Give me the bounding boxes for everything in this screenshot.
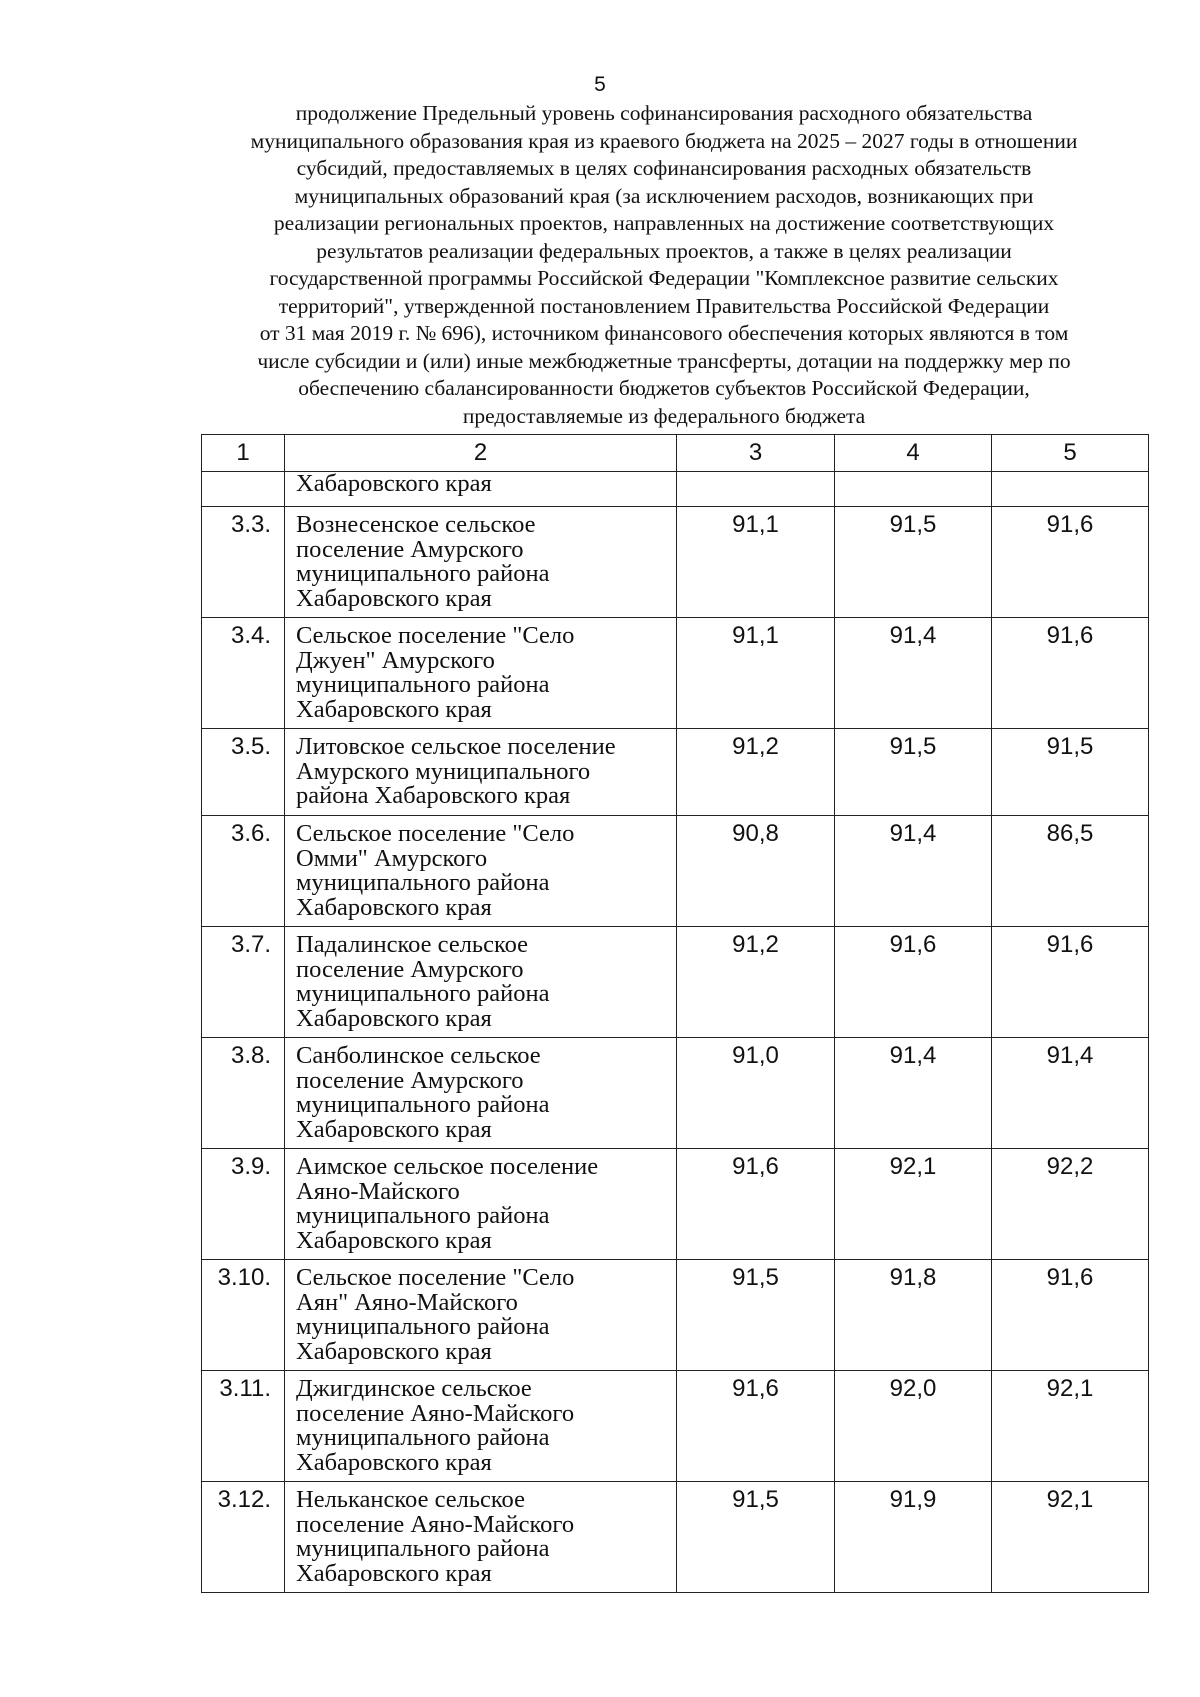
value-cell-col3: 91,1 [677,618,835,729]
row-number-cell [202,472,285,507]
value-cell-col3: 91,6 [677,1371,835,1482]
value-cell-col4: 91,5 [835,729,992,816]
heading-line: обеспечению сбалансированности бюджетов субъектов Российской Федерации, [298,376,1030,400]
name-line: поселение Амурского [296,535,524,563]
name-line: Хабаровского края [296,893,492,921]
name-line: района Хабаровского края [296,782,571,809]
table-row-continuation [202,472,1149,507]
value-cell-col5: 92,1 [992,1371,1149,1482]
table-header-row [202,435,1149,472]
name-line: Аян" Аяно-Майского [296,1288,518,1316]
value-cell-col3: 91,6 [677,1149,835,1260]
name-line: Хабаровского края [296,1337,492,1365]
value-cell-col5: 91,6 [992,1260,1149,1371]
row-number-cell: 3.4. [202,618,285,729]
municipality-name-cell [285,927,677,1038]
table-row [202,927,1149,1038]
name-line: Аимское сельское поселение [296,1153,599,1180]
value-cell-col3: 91,1 [677,507,835,618]
name-line: муниципального района [296,1535,550,1562]
column-header: 1 [202,435,285,472]
name-line: Сельское поселение "Село [296,1264,575,1291]
name-line: Омми" Амурского [296,844,488,872]
value-cell-col3: 91,0 [677,1038,835,1149]
row-number-cell: 3.9. [202,1149,285,1260]
name-line: Джуен" Амурского [296,646,495,674]
name-line: муниципального района [296,1424,550,1451]
municipality-name-cell [285,1149,677,1260]
name-line: Хабаровского края [296,1226,492,1254]
heading-line: государственной программы Российской Федерации "Комплексное развитие сельских [269,266,1059,290]
name-line: Вознесенское сельское [296,511,536,538]
row-number-cell: 3.12. [202,1482,285,1593]
table-row [202,1038,1149,1149]
cofinancing-table [201,434,1149,1593]
value-cell-col5: 86,5 [992,816,1149,927]
value-cell-col4: 91,6 [835,927,992,1038]
row-number-cell: 3.5. [202,729,285,816]
name-line: муниципального района [296,980,550,1007]
heading-line: муниципальных образований края (за исключением расходов, возникающих при [294,183,1034,208]
municipality-name-cell [285,1482,677,1593]
row-number-cell: 3.7. [202,927,285,1038]
heading-line: продолжение Предельный уровень софинансирования расходного обязательства [295,101,1033,125]
name-line: Хабаровского края [296,1559,492,1587]
table-row [202,1371,1149,1482]
name-line: поселение Амурского [296,1066,524,1094]
name-line: Аяно-Майского [296,1177,460,1205]
municipality-name-cell [285,1371,677,1482]
heading-line: субсидий, предоставляемых в целях софинансирования расходных обязательств [296,156,1032,180]
name-line: Санболинское сельское [296,1042,541,1069]
value-cell-col5: 91,6 [992,927,1149,1038]
name-line: поселение Амурского [296,955,524,983]
value-cell-col3: 91,2 [677,729,835,816]
name-line: Нельканское сельское [296,1486,525,1513]
table-row [202,618,1149,729]
row-number-cell: 3.10. [202,1260,285,1371]
name-line: муниципального района [296,671,550,698]
column-header: 4 [835,435,992,472]
name-line: Амурского муниципального [296,757,591,785]
table-row [202,1149,1149,1260]
value-cell-col5: 91,6 [992,618,1149,729]
row-number-cell: 3.6. [202,816,285,927]
municipality-name-cell [285,1260,677,1371]
heading-line: числе субсидии и (или) иные межбюджетные трансферты, дотации на поддержку мер по [257,348,1071,373]
value-cell-col5: 91,5 [992,729,1149,816]
value-cell-col5: 91,6 [992,507,1149,618]
value-cell-col4: 92,0 [835,1371,992,1482]
name-line: муниципального района [296,1313,550,1340]
name-line: Литовское сельское поселение [296,733,616,760]
heading-line: территорий", утвержденной постановлением Правительства Российской Федерации [278,293,1050,318]
column-header: 3 [677,435,835,472]
table-row [202,729,1149,816]
name-line: муниципального района [296,1091,550,1118]
value-cell-col5: 91,4 [992,1038,1149,1149]
value-cell [677,472,835,507]
table-row [202,816,1149,927]
value-cell-col3: 91,2 [677,927,835,1038]
document-heading [190,100,1138,430]
municipality-name-cell [285,1038,677,1149]
name-line: Хабаровского края [296,1115,492,1143]
heading-line: муниципального образования края из краевого бюджета на 2025 – 2027 годы в отношении [250,128,1078,153]
value-cell-col4: 91,5 [835,507,992,618]
name-line: Хабаровского края [296,470,492,497]
name-line: поселение Аяно-Майского [296,1510,575,1538]
value-cell-col3: 90,8 [677,816,835,927]
row-number-cell: 3.3. [202,507,285,618]
column-header: 2 [285,435,677,472]
table-body [202,472,1149,1593]
name-line: Хабаровского края [296,584,492,612]
name-line: поселение Аяно-Майского [296,1399,575,1427]
municipality-name-cell [285,816,677,927]
value-cell-col5: 92,2 [992,1149,1149,1260]
value-cell [992,472,1149,507]
value-cell-col4: 91,4 [835,618,992,729]
value-cell-col3: 91,5 [677,1260,835,1371]
municipality-name-cell [285,472,677,507]
name-line: муниципального района [296,560,550,587]
column-header: 5 [992,435,1149,472]
heading-line: результатов реализации федеральных проектов, а также в целях реализации [316,238,1012,263]
name-line: Хабаровского края [296,1448,492,1476]
value-cell-col5: 92,1 [992,1482,1149,1593]
name-line: муниципального района [296,869,550,896]
value-cell-col4: 91,4 [835,1038,992,1149]
value-cell-col4: 91,9 [835,1482,992,1593]
name-line: Хабаровского края [296,1004,492,1032]
value-cell-col3: 91,5 [677,1482,835,1593]
table-row [202,507,1149,618]
table-row [202,1482,1149,1593]
name-line: Сельское поселение "Село [296,820,575,847]
municipality-name-cell [285,618,677,729]
value-cell-col4: 92,1 [835,1149,992,1260]
heading-line: реализации региональных проектов, направленных на достижение соответствующих [273,211,1055,235]
table-row [202,1260,1149,1371]
value-cell-col4: 91,4 [835,816,992,927]
heading-line: предоставляемые из федерального бюджета [462,403,866,428]
name-line: Джигдинское сельское [296,1375,532,1402]
row-number-cell: 3.11. [202,1371,285,1482]
page-number: 5 [594,73,606,96]
heading-line: от 31 мая 2019 г. № 696), источником финансового обеспечения которых являются в том [259,321,1069,345]
value-cell [835,472,992,507]
municipality-name-cell [285,729,677,816]
row-number-cell: 3.8. [202,1038,285,1149]
municipality-name-cell [285,507,677,618]
name-line: муниципального района [296,1202,550,1229]
name-line: Хабаровского края [296,695,492,723]
name-line: Падалинское сельское [296,931,529,958]
value-cell-col4: 91,8 [835,1260,992,1371]
name-line: Сельское поселение "Село [296,622,575,649]
